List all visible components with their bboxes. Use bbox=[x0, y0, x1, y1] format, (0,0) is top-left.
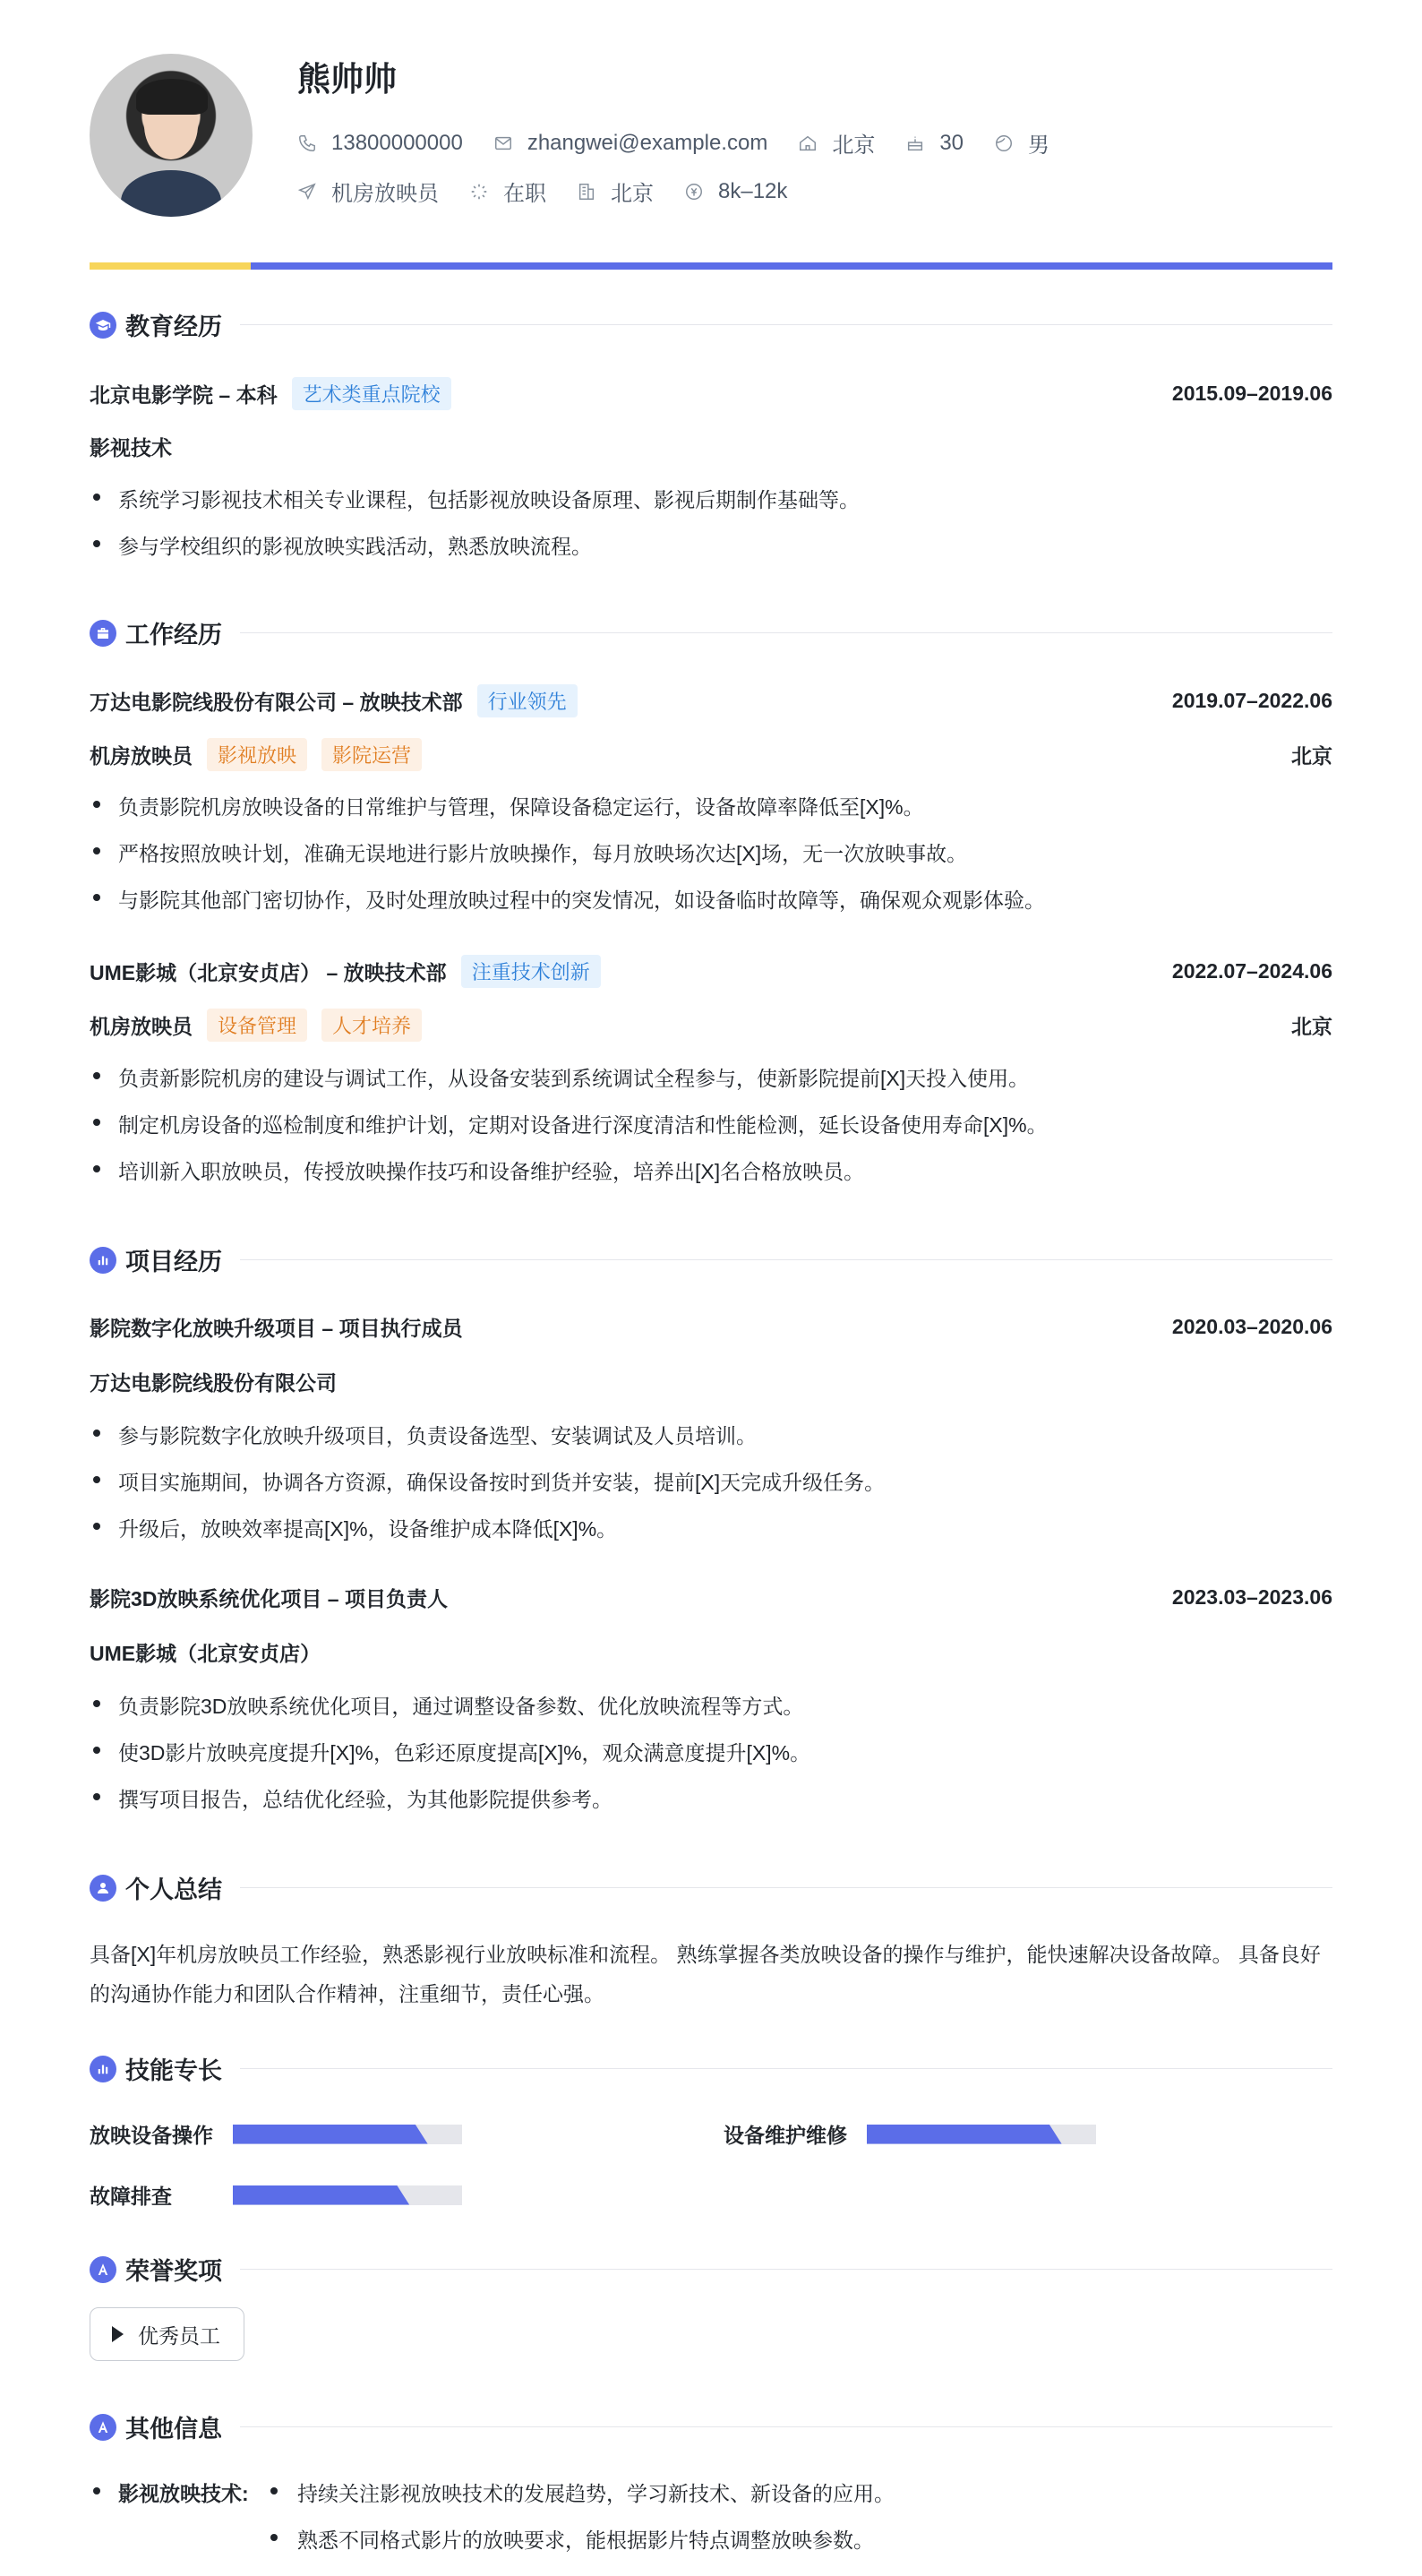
list-item: 负责影院机房放映设备的日常维护与管理，保障设备稳定运行，设备故障率降低至[X]%。 bbox=[90, 791, 1332, 820]
candidate-name: 熊帅帅 bbox=[297, 61, 397, 98]
city-info bbox=[577, 176, 654, 207]
mail-icon bbox=[493, 133, 513, 153]
section-other-title bbox=[90, 2409, 1332, 2444]
section-title-text: 教育经历 bbox=[125, 313, 222, 340]
email-text: zhangwei@example.com bbox=[527, 130, 768, 155]
list-item: 负责新影院机房的建设与调试工作，从设备安装到系统调试全程参与，使新影院提前[X]天投入使用。 bbox=[90, 1062, 1332, 1092]
section-rule bbox=[240, 1887, 1332, 1888]
briefcase-icon bbox=[90, 620, 116, 647]
skill-item bbox=[90, 2119, 462, 2149]
project-org-row bbox=[90, 1637, 1332, 1667]
section-rule bbox=[240, 1259, 1332, 1260]
building-icon bbox=[577, 182, 596, 202]
send-icon bbox=[297, 182, 317, 202]
list-item: 熟悉不同格式影片的放映要求，能根据影片特点调整放映参数。 bbox=[269, 2524, 874, 2554]
section-title-text: 项目经历 bbox=[125, 1249, 222, 1275]
role-name: 机房放映员 bbox=[90, 1015, 193, 1038]
person-face-icon bbox=[994, 133, 1014, 153]
job-title-info bbox=[297, 176, 439, 207]
company-name: 万达电影院线股份有限公司 – 放映技术部 bbox=[90, 691, 463, 714]
list-item: 与影院其他部门密切协作，及时处理放映过程中的突发情况，如设备临时故障等，确保观众观影体验。 bbox=[90, 884, 1332, 914]
list-item: 培训新入职放映员，传授放映操作技巧和设备维护经验，培养出[X]名合格放映员。 bbox=[90, 1155, 1332, 1185]
list-item: 撰写项目报告，总结优化经验，为其他影院提供参考。 bbox=[90, 1783, 1332, 1813]
education-date: 2015.09–2019.06 bbox=[1171, 382, 1332, 405]
other-label: 影视放映技术: bbox=[90, 2477, 249, 2507]
section-rule bbox=[240, 2426, 1332, 2427]
list-item: 参与影院数字化放映升级项目，负责设备选型、安装调试及人员培训。 bbox=[90, 1420, 1332, 1449]
skill-item bbox=[724, 2119, 1096, 2149]
age-text: 30 bbox=[939, 130, 964, 155]
company-name: UME影城（北京安贞店） – 放映技术部 bbox=[90, 961, 447, 984]
award-text: 优秀员工 bbox=[138, 2323, 220, 2348]
header-divider bbox=[90, 262, 1332, 270]
bar-chart-icon bbox=[90, 2056, 116, 2082]
section-title-text: 工作经历 bbox=[125, 622, 222, 648]
section-education-title bbox=[90, 307, 1332, 342]
project-name: 影院3D放映系统优化项目 – 项目负责人 bbox=[90, 1587, 448, 1610]
project-name: 影院数字化放映升级项目 – 项目执行成员 bbox=[90, 1317, 463, 1340]
section-rule bbox=[240, 2068, 1332, 2069]
list-item: 升级后，放映效率提高[X]%，设备维护成本降低[X]%。 bbox=[90, 1513, 1332, 1542]
school-name: 北京电影学院 – 本科 bbox=[90, 383, 278, 407]
project-org: 万达电影院线股份有限公司 bbox=[90, 1371, 337, 1395]
award-icon bbox=[90, 2256, 116, 2283]
gender-info bbox=[994, 127, 1049, 159]
role-name: 机房放映员 bbox=[90, 744, 193, 768]
work-date: 2022.07–2024.06 bbox=[1171, 959, 1332, 983]
project-name-row bbox=[90, 1312, 1332, 1342]
salary-info bbox=[684, 179, 787, 204]
avatar-hair bbox=[136, 79, 208, 115]
summary-text: 具备[X]年机房放映员工作经验，熟悉影视行业放映标准和流程。 熟练掌握各类放映设备的操作与维护，能快速解决设备故障。 具备良好的沟通协作能力和团队合作精神，注重细节，责任心强。 bbox=[90, 1943, 1321, 2005]
list-item: 持续关注影视放映技术的发展趋势，学习新技术、新设备的应用。 bbox=[269, 2477, 895, 2507]
list-item: 项目实施期间，协调各方资源，确保设备按时到货并安装，提前[X]天完成升级任务。 bbox=[90, 1466, 1332, 1496]
money-icon bbox=[684, 182, 704, 202]
list-item: 系统学习影视技术相关专业课程，包括影视放映设备原理、影视后期制作基础等。 bbox=[90, 484, 1332, 513]
section-rule bbox=[240, 632, 1332, 633]
role-tag: 人才培养 bbox=[321, 1009, 422, 1042]
avatar bbox=[90, 54, 253, 217]
age-info bbox=[905, 131, 964, 156]
section-rule bbox=[240, 2269, 1332, 2270]
work-role-row bbox=[90, 1009, 1332, 1042]
project-org: UME影城（北京安贞店） bbox=[90, 1642, 321, 1665]
skill-bar bbox=[233, 2185, 462, 2205]
education-major-row bbox=[90, 432, 1332, 461]
city-text: 北京 bbox=[611, 182, 654, 206]
role-tag: 设备管理 bbox=[207, 1009, 307, 1042]
section-work-title bbox=[90, 615, 1332, 650]
list-item: 制定机房设备的巡检制度和维护计划，定期对设备进行深度清洁和性能检测，延长设备使用寿命[X]%。 bbox=[90, 1109, 1332, 1138]
role-tag: 影视放映 bbox=[207, 738, 307, 771]
list-item: 参与学校组织的影视放映实践活动，熟悉放映流程。 bbox=[90, 530, 1332, 560]
work-role-row bbox=[90, 738, 1332, 771]
gender-text: 男 bbox=[1028, 133, 1050, 158]
skill-item bbox=[90, 2180, 462, 2210]
skill-name: 故障排查 bbox=[90, 2185, 172, 2208]
status-text: 在职 bbox=[503, 182, 546, 206]
job-title-text: 机房放映员 bbox=[331, 182, 439, 206]
section-title-text: 技能专长 bbox=[125, 2057, 222, 2084]
project-name-row bbox=[90, 1583, 1332, 1612]
major-name: 影视技术 bbox=[90, 436, 172, 459]
work-location: 北京 bbox=[1291, 744, 1332, 768]
work-date: 2019.07–2022.06 bbox=[1171, 689, 1332, 712]
award-chip bbox=[90, 2307, 244, 2361]
job-intent-row bbox=[297, 176, 818, 207]
section-awards-title bbox=[90, 2252, 1332, 2287]
salary-text: 8k–12k bbox=[718, 178, 788, 203]
cake-icon bbox=[905, 133, 925, 153]
contact-row bbox=[297, 127, 1080, 159]
skill-name: 放映设备操作 bbox=[90, 2124, 213, 2147]
loading-icon bbox=[469, 182, 489, 202]
company-tag: 注重技术创新 bbox=[461, 955, 601, 988]
skill-bar-fill bbox=[233, 2185, 409, 2205]
section-summary-title bbox=[90, 1870, 1332, 1905]
divider-accent bbox=[90, 262, 251, 270]
phone-icon bbox=[297, 133, 317, 153]
education-school-row bbox=[90, 377, 1332, 410]
section-title-text: 荣誉奖项 bbox=[125, 2258, 222, 2285]
list-item: 负责影院3D放映系统优化项目，通过调整设备参数、优化放映流程等方式。 bbox=[90, 1690, 1332, 1720]
bar-chart-icon bbox=[90, 1247, 116, 1274]
phone-text: 13800000000 bbox=[331, 130, 463, 155]
work-company-row bbox=[90, 684, 1332, 717]
company-tag: 行业领先 bbox=[477, 684, 578, 717]
project-date: 2023.03–2023.06 bbox=[1171, 1585, 1332, 1609]
project-org-row bbox=[90, 1367, 1332, 1396]
school-tag: 艺术类重点院校 bbox=[292, 377, 451, 410]
skill-bar bbox=[233, 2125, 462, 2144]
info-a-icon bbox=[90, 2414, 116, 2441]
play-triangle-icon bbox=[112, 2326, 124, 2342]
work-location: 北京 bbox=[1291, 1015, 1332, 1038]
section-skills-title bbox=[90, 2051, 1332, 2086]
section-rule bbox=[240, 324, 1332, 325]
hometown-text: 北京 bbox=[832, 133, 876, 158]
list-item: 严格按照放映计划，准确无误地进行影片放映操作，每月放映场次达[X]场，无一次放映事故。 bbox=[90, 837, 1332, 867]
phone-info bbox=[297, 131, 463, 156]
list-item: 使3D影片放映亮度提升[X]%，色彩还原度提高[X]%，观众满意度提升[X]%。 bbox=[90, 1737, 1332, 1766]
avatar-shirt bbox=[121, 170, 221, 217]
resume-header bbox=[90, 0, 1332, 219]
status-info bbox=[469, 176, 546, 207]
skill-bar-fill bbox=[233, 2125, 428, 2144]
skill-bar-fill bbox=[867, 2125, 1062, 2144]
user-icon bbox=[90, 1875, 116, 1902]
section-project-title bbox=[90, 1242, 1332, 1277]
role-tag: 影院运营 bbox=[321, 738, 422, 771]
home-icon bbox=[798, 133, 818, 153]
hometown-info bbox=[798, 127, 875, 159]
email-info bbox=[493, 131, 768, 156]
graduation-cap-icon bbox=[90, 312, 116, 339]
skill-name: 设备维护维修 bbox=[724, 2124, 847, 2147]
section-title-text: 其他信息 bbox=[125, 2416, 222, 2443]
work-company-row bbox=[90, 955, 1332, 988]
project-date: 2020.03–2020.06 bbox=[1171, 1315, 1332, 1338]
skill-bar bbox=[867, 2125, 1096, 2144]
section-title-text: 个人总结 bbox=[125, 1876, 222, 1903]
